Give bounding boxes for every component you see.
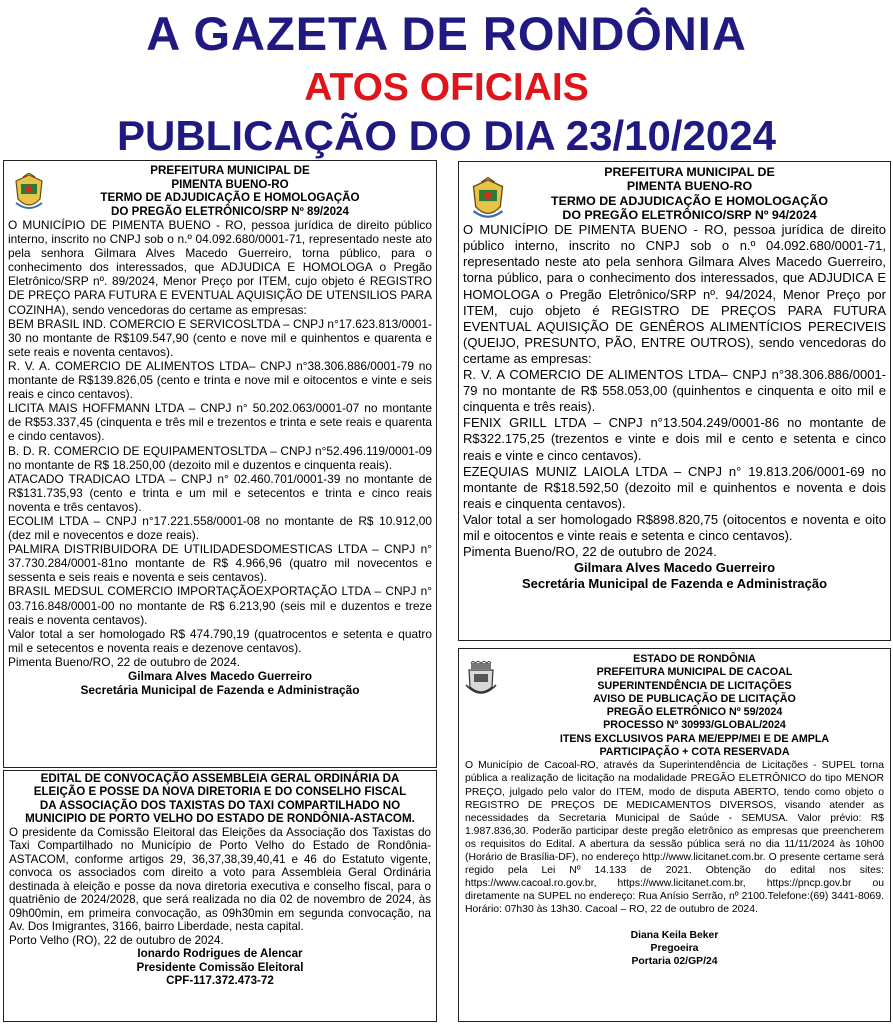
paragraph: EZEQUIAS MUNIZ LAIOLA LTDA – CNPJ n° 19.813.206/0001-69 no montante de R$18.592,50 (dezoito mil e quinhentos e noventa e dois reais e cinquenta centavos). xyxy=(463,463,886,511)
paragraph: Pimenta Bueno/RO, 22 de outubro de 2024. xyxy=(463,544,717,560)
signer-name: Gilmara Alves Macedo Guerreiro xyxy=(128,669,312,683)
paragraph: LICITA MAIS HOFFMANN LTDA – CNPJ n° 50.202.063/0001-07 no montante de R$53.337,45 (cinquenta e três mil e trezentos e trinta e sete reais e quarenta e cindo centavos). xyxy=(8,401,432,444)
signer-title: Secretária Municipal de Fazenda e Administração xyxy=(80,683,360,698)
heading-line: DA ASSOCIAÇÃO DOS TAXISTAS DO TAXI COMPARTILHADO NO xyxy=(39,798,401,812)
heading-line: DO PREGÃO ELETRÔNICO/SRP Nº 89/2024 xyxy=(111,204,349,218)
notice-body xyxy=(9,826,431,948)
paragraph: O presidente da Comissão Eleitoral das Eleições da Associação dos Taxistas do Taxi Compartilhado no Município de Porto Velho do Estado de Rondônia-ASTACOM, conforme artigos 29, 36,37,38,39,40,41 e 46 do Estatuto vigente, convoca os associados com direito a voto para Assembleia Geral Ordinária destinada à eleição e posse da nova diretoria executiva e conselho fiscal, para o quatriênio de 2024/2028, que será realizada no dia 02 de novembro de 2024, às 09h00min, em primeira convocação, as 09h30min em segunda convocação, na Av. Dos Imigrantes, 3166, bairro Liberdade, nesta capital. xyxy=(9,825,431,934)
notice-body xyxy=(8,218,432,669)
heading-line: PREFEITURA MUNICIPAL DE xyxy=(604,165,775,179)
heading-line: PROCESSO Nº 30993/GLOBAL/2024 xyxy=(603,719,786,732)
heading-line: TERMO DE ADJUDICAÇÃO E HOMOLOGAÇÃO xyxy=(551,193,828,208)
signature-block xyxy=(8,669,432,697)
heading-line: PIMENTA BUENO-RO xyxy=(171,177,289,191)
signer-name: Gilmara Alves Macedo Guerreiro xyxy=(573,560,776,576)
paragraph: O Município de Cacoal-RO, através da Superintendência de Licitações - SUPEL torna pública a realização de licitação na modalidade PREGÃO ELETRÔNICO do tipo MENOR PREÇO, julgado pelo valor do ITEM, modo de disputa ABERTO, tendo como objeto o REGISTRO DE PREÇOS DE MEDICAMENTOS DIVERSOS, visando atender as necessidades da Secretaria Municipal de Saúde - SEMUSA. Valor prévio: R$ 1.987.836,30. Poderão participar deste pregão eletrônico as empresas que preencherem os requisitos do Edital. A abertura da sessão pública será no dia 11/11/2024 às 10h00 (Horário de Brasília-DF), no endereço http://www.licitanet.com.br. O presente certame será regido pela Lei Nº 14.133 de 2021. Obtenção do edital nos sites: https://www.cacoal.ro.gov.br, https://www.licitanet.com.br, https://pncp.gov.br ou diretamente na SUPEL no endereço: Rua Anísio Serrão, nº 2100.Telefone:(69) 3441-8069. Horário: 07h30 às 13h30. Cacoal – RO, 22 de outubro de 2024. xyxy=(465,760,884,916)
notice-cacoal-pregao-59 xyxy=(458,648,891,1022)
section-title: ATOS OFICIAIS xyxy=(304,66,589,109)
notice-pimenta-bueno-94 xyxy=(458,161,891,641)
heading-line: TERMO DE ADJUDICAÇÃO E HOMOLOGAÇÃO xyxy=(100,191,360,204)
signature-block xyxy=(9,947,431,988)
notice-heading xyxy=(465,653,884,759)
paragraph: BEM BRASIL IND. COMERCIO E SERVICOSLTDA – CNPJ n°17.623.813/0001-30 no montante de R$109.547,90 (cento e nove mil e quinhentos e quarenta e sete reais e noventa centavos). xyxy=(8,316,432,359)
signer-document: CPF-117.372.473-72 xyxy=(166,974,274,988)
heading-line: ESTADO DE RONDÔNIA xyxy=(633,653,756,665)
paragraph: O MUNICÍPIO DE PIMENTA BUENO - RO, pessoa jurídica de direito público interno, inscrito no CNPJ sob o n.º 04.092.680/0001-71, representado neste ato pela senhora Gilmara Alves Macedo Guerreiro, torna público, para o conhecimento dos interessados, que ADJUDICA E HOMOLOGA o Pregão Eletrônico/SRP nº. 94/2024, Menor Preço por ITEM, cujo objeto é REGISTRO DE PREÇOS PARA FUTURA EVENTUAL AQUISIÇÃO DE GENÊROS ALIMENTÍCIOS PERECIVEIS (QUEIJO, PRESUNTO, PÃO, ENTRE OUTROS), sendo vencedoras do certame as empresas: xyxy=(463,222,886,366)
heading-line: DO PREGÃO ELETRÔNICO/SRP Nº 94/2024 xyxy=(562,207,817,222)
paragraph: Valor total a ser homologado R$ 474.790,19 (quatrocentos e setenta e quatro mil e setecentos e noventa reais e dezenove centavos). xyxy=(8,626,432,655)
paragraph: ECOLIM LTDA – CNPJ n°17.221.558/0001-08 no montante de R$ 10.912,00 (dez mil e novecentos e doze reais). xyxy=(8,513,432,543)
paragraph: R. V. A COMERCIO DE ALIMENTOS LTDA– CNPJ n°38.306.886/0001-79 no montante de R$ 558.053,00 (quinhentos e cinquenta e oito mil e cinquenta e três reais). xyxy=(463,367,886,415)
signer-name: Ionardo Rodrigues de Alencar xyxy=(137,947,303,961)
notice-body xyxy=(463,222,886,560)
heading-line: PIMENTA BUENO-RO xyxy=(626,179,753,194)
heading-line: PARTICIPAÇÃO + COTA RESERVADA xyxy=(599,746,790,759)
heading-line: MUNICIPIO DE PORTO VELHO DO ESTADO DE RONDÔNIA-ASTACOM. xyxy=(25,812,415,826)
notice-body xyxy=(465,759,884,916)
signature-block xyxy=(465,929,884,968)
paragraph: FENIX GRILL LTDA – CNPJ n°13.504.249/0001-86 no montante de R$322.175,25 (trezentos e vinte e dois mil e cento e setenta e cinco reais e vinte e cinco centavos). xyxy=(463,415,886,463)
paragraph: Pimenta Bueno/RO, 22 de outubro de 2024. xyxy=(8,654,241,669)
heading-line: SUPERINTENDÊNCIA DE LICITAÇÕES xyxy=(597,679,792,692)
paragraph: BRASIL MEDSUL COMERCIO IMPORTAÇÃOEXPORTAÇÃO LTDA – CNPJ n° 03.716.848/0001-00 no montante de R$ 6.213,90 (seis mil e duzentos e treze reais e noventa centavos). xyxy=(8,584,432,627)
signature-block xyxy=(463,560,886,592)
notice-heading xyxy=(9,772,431,826)
newspaper-title: A GAZETA DE RONDÔNIA xyxy=(146,7,747,60)
heading-line: PREFEITURA MUNICIPAL DE xyxy=(150,164,310,177)
notice-heading xyxy=(463,165,886,222)
pimenta-bueno-crest-icon xyxy=(469,176,507,224)
paragraph: O MUNICÍPIO DE PIMENTA BUENO - RO, pessoa jurídica de direito público interno, inscrito no CNPJ sob o n.º 04.092.680/0001-71, representado neste ato pela senhora Gilmara Alves Macedo Guerreiro, torna público, para o conhecimento dos interessados, que ADJUDICA E HOMOLOGA o Pregão Eletrônico/SRP nº. 89/2024, Menor Preço por ITEM, cujo objeto é REGISTRO DE PREÇO PARA FUTURA E EVENTUAL AQUISIÇÃO DE UTENSILIOS PARA COZINHA), sendo vencedoras do certame as empresas: xyxy=(8,218,432,317)
heading-line: PREFEITURA MUNICIPAL DE CACOAL xyxy=(596,666,793,679)
paragraph: Porto Velho (RO), 22 de outubro de 2024. xyxy=(9,933,224,947)
heading-line: ITENS EXCLUSIVOS PARA ME/EPP/MEI E DE AMPLA xyxy=(559,732,830,745)
notice-heading xyxy=(8,164,432,218)
paragraph: R. V. A. COMERCIO DE ALIMENTOS LTDA– CNPJ n°38.306.886/0001-79 no montante de R$139.826,05 (cento e trinta e nove mil e oitocentos e vinte e seis reais e cinco centavos). xyxy=(8,358,432,402)
notice-astacom-assembly xyxy=(3,770,437,1022)
paragraph: Valor total a ser homologado R$898.820,75 (oitocentos e noventa e oito mil e oitocentos e vinte reais e setenta e cinco centavos). xyxy=(463,511,886,543)
heading-line: AVISO DE PUBLICAÇÃO DE LICITAÇÃO xyxy=(593,692,796,705)
signer-title: Secretária Municipal de Fazenda e Administração xyxy=(521,576,828,592)
signer-name: Diana Keila Beker xyxy=(630,929,719,941)
pimenta-bueno-crest-icon xyxy=(12,173,46,213)
signer-document: Portaria 02/GP/24 xyxy=(631,955,718,967)
notice-pimenta-bueno-89 xyxy=(3,160,437,768)
cacoal-crest-icon xyxy=(465,661,497,699)
publication-date: PUBLICAÇÃO DO DIA 23/10/2024 xyxy=(117,112,776,159)
signer-title: Pregoeira xyxy=(650,942,699,954)
paragraph: PALMIRA DISTRIBUIDORA DE UTILIDADESDOMESTICAS LTDA – CNPJ n° 37.730.284/0001-81no montante de R$ 4.966,96 (quatro mil novecentos e sessenta e seis reais e noventa e seis centavos). xyxy=(8,542,432,585)
heading-line: PREGÃO ELETRÔNICO Nº 59/2024 xyxy=(606,706,783,719)
paragraph: B. D. R. COMERCIO DE EQUIPAMENTOSLTDA – CNPJ n°52.496.119/0001-09 no montante de R$ 18.250,00 (dezoito mil e duzentos e cinquenta reais). xyxy=(8,443,432,472)
paragraph: ATACADO TRADICAO LTDA – CNPJ n° 02.460.701/0001-39 no montante de R$131.735,93 (cento e trinta e um mil e setecentos e trinta e cinco reais noventa e três centavos). xyxy=(8,471,432,514)
heading-line: EDITAL DE CONVOCAÇÃO ASSEMBLEIA GERAL ORDINÁRIA DA xyxy=(40,772,400,785)
signer-title: Presidente Comissão Eleitoral xyxy=(136,960,304,974)
heading-line: ELEIÇÃO E POSSE DA NOVA DIRETORIA E DO CONSELHO FISCAL xyxy=(33,785,407,799)
